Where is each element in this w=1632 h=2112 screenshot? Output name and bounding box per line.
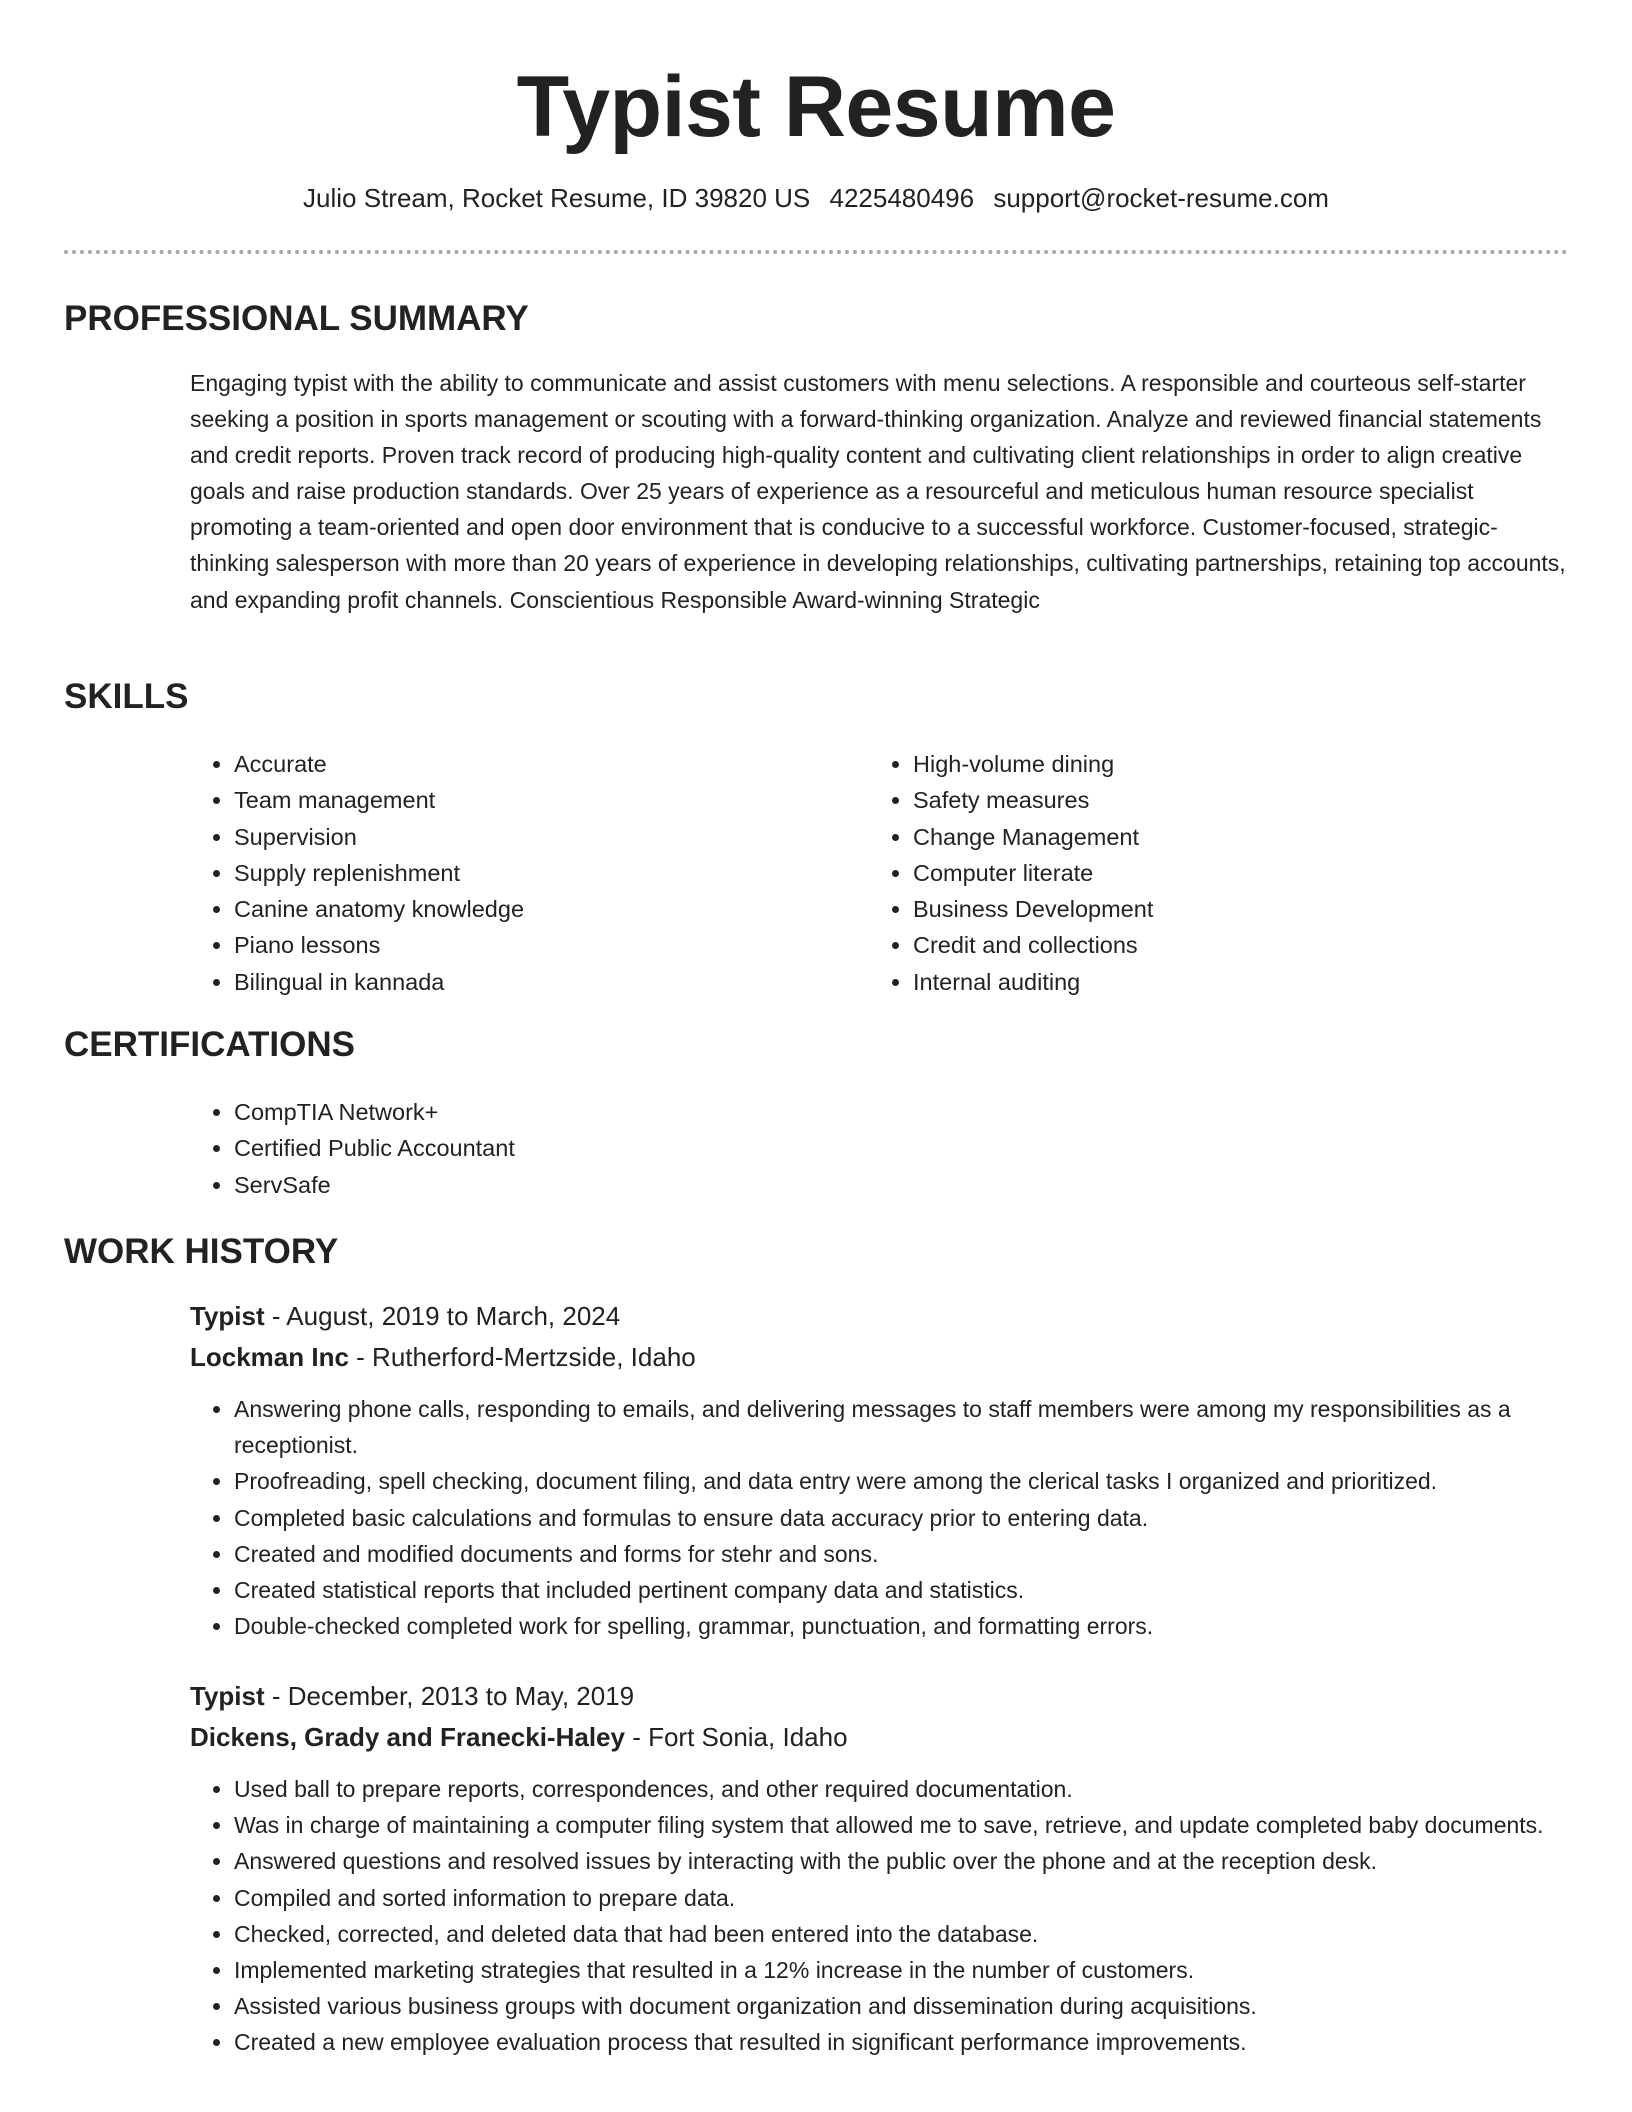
skill-item: • Piano lessons: [234, 927, 854, 963]
skill-item: • Business Development: [913, 891, 1533, 927]
duty-item: • Assisted various business groups with document organization and dissemination during acquisitions.: [234, 1988, 1570, 2024]
job-title: Typist: [190, 1681, 265, 1711]
certification-item: • ServSafe: [234, 1167, 934, 1203]
skill-item: • Safety measures: [913, 782, 1533, 818]
duty-item: • Completed basic calculations and formulas to ensure data accuracy prior to entering data.: [234, 1500, 1570, 1536]
job-location: - Fort Sonia, Idaho: [624, 1722, 848, 1752]
certification-item: • CompTIA Network+: [234, 1094, 934, 1130]
header-divider: [64, 250, 1568, 254]
skill-item: • Internal auditing: [913, 964, 1533, 1000]
duty-item: • Proofreading, spell checking, document filing, and data entry were among the clerical tasks I organized and prioritized.: [234, 1463, 1570, 1499]
skill-item: • Team management: [234, 782, 854, 818]
skill-item: • Accurate: [234, 746, 854, 782]
job-company: Lockman Inc: [190, 1342, 349, 1372]
skill-item: • High-volume dining: [913, 746, 1533, 782]
job-duties-list: [190, 1771, 1570, 2061]
job-company: Dickens, Grady and Franecki-Haley: [190, 1722, 625, 1752]
duty-item: • Was in charge of maintaining a computer filing system that allowed me to save, retrieve, and update completed baby documents.: [234, 1807, 1570, 1843]
duty-item: • Used ball to prepare reports, correspondences, and other required documentation.: [234, 1771, 1570, 1807]
contact-email: support@rocket-resume.com: [993, 183, 1329, 213]
summary-heading: PROFESSIONAL SUMMARY: [64, 299, 529, 338]
summary-text: Engaging typist with the ability to communicate and assist customers with menu selections. A responsible and courteous self-starter seeking a position in sports management or scouting with a forward-thinking organization. Analyze and reviewed financial statements and credit reports. Proven track record of producing high-quality content and cultivating client relationships in order to align creative goals and raise production standards. Over 25 years of experience as a resourceful and meticulous human resource specialist promoting a team-oriented and open door environment that is conducive to a successful workforce. Customer-focused, strategic-thinking salesperson with more than 20 years of experience in developing relationships, cultivating partnerships, retaining top accounts, and expanding profit channels. Conscientious Responsible Award-winning Strategic: [190, 370, 1566, 613]
job-duties-list: [190, 1391, 1570, 1644]
job-title-line: [190, 1298, 620, 1334]
skills-list-left: [190, 746, 854, 1000]
skill-item: • Computer literate: [913, 855, 1533, 891]
contact-address: Julio Stream, Rocket Resume, ID 39820 US: [303, 183, 811, 213]
skill-item: • Credit and collections: [913, 927, 1533, 963]
duty-item: • Answering phone calls, responding to emails, and delivering messages to staff members were among my responsibilities as a receptionist.: [234, 1391, 1570, 1463]
duty-item: • Double-checked completed work for spelling, grammar, punctuation, and formatting errors.: [234, 1608, 1570, 1644]
skill-item: • Change Management: [913, 819, 1533, 855]
job-title: Typist: [190, 1301, 265, 1331]
job-title-line: [190, 1678, 634, 1714]
duty-item: • Created and modified documents and forms for stehr and sons.: [234, 1536, 1570, 1572]
job-company-line: [190, 1719, 848, 1755]
contact-phone: 4225480496: [829, 183, 975, 213]
skills-list-right: [869, 746, 1533, 1000]
certification-item: • Certified Public Accountant: [234, 1130, 934, 1166]
duty-item: • Created statistical reports that included pertinent company data and statistics.: [234, 1572, 1570, 1608]
work-history-heading: WORK HISTORY: [64, 1232, 339, 1271]
duty-item: • Checked, corrected, and deleted data that had been entered into the database.: [234, 1916, 1570, 1952]
skill-item: • Bilingual in kannada: [234, 964, 854, 1000]
certifications-heading: CERTIFICATIONS: [64, 1025, 356, 1064]
duty-item: • Created a new employee evaluation process that resulted in significant performance improvements.: [234, 2024, 1570, 2060]
duty-item: • Implemented marketing strategies that resulted in a 12% increase in the number of customers.: [234, 1952, 1570, 1988]
job-dates: - August, 2019 to March, 2024: [264, 1301, 621, 1331]
resume-title: Typist Resume: [516, 59, 1116, 155]
skills-heading: SKILLS: [64, 677, 189, 716]
contact-line: [0, 180, 1632, 216]
job-dates: - December, 2013 to May, 2019: [264, 1681, 635, 1711]
duty-item: • Answered questions and resolved issues by interacting with the public over the phone and at the reception desk.: [234, 1843, 1570, 1879]
job-location: - Rutherford-Mertzside, Idaho: [348, 1342, 696, 1372]
skill-item: • Canine anatomy knowledge: [234, 891, 854, 927]
duty-item: • Compiled and sorted information to prepare data.: [234, 1880, 1570, 1916]
job-company-line: [190, 1339, 696, 1375]
skill-item: • Supply replenishment: [234, 855, 854, 891]
certifications-list: [190, 1094, 934, 1203]
skill-item: • Supervision: [234, 819, 854, 855]
